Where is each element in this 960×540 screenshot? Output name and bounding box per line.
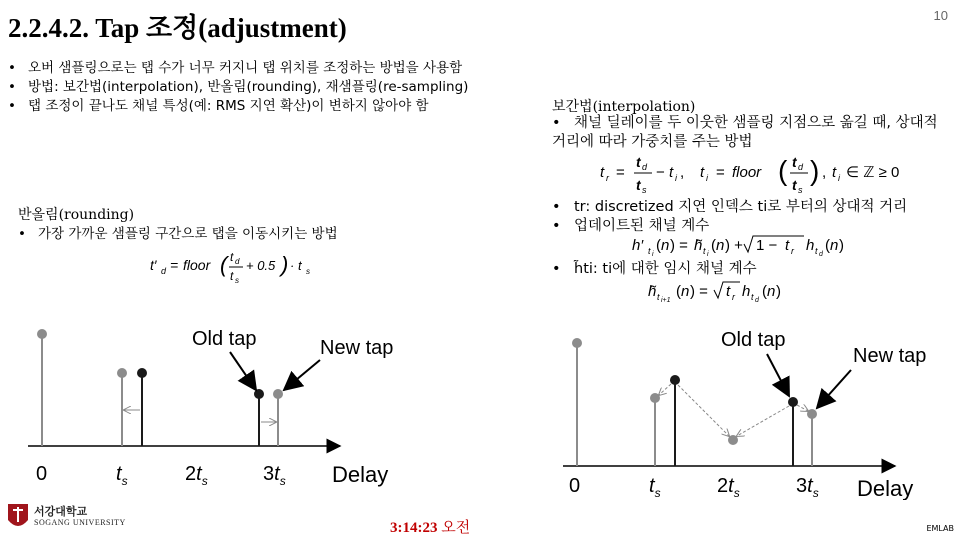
- svg-text:) =: ) =: [670, 237, 688, 254]
- interpolation-diagram: [555, 318, 955, 500]
- svg-text:(: (: [711, 237, 716, 254]
- interpolation-formula-3-svg: [648, 276, 838, 304]
- svg-text:=: =: [616, 164, 625, 181]
- svg-text:+ 0.5: + 0.5: [246, 258, 276, 273]
- svg-text:n: n: [767, 283, 776, 300]
- svg-text:t: t: [815, 246, 818, 256]
- interpolation-heading: 보간법(interpolation): [552, 99, 696, 115]
- tap-head-0: [572, 338, 582, 348]
- svg-text:i: i: [652, 251, 654, 258]
- tick-ts: $t_s$: [116, 463, 128, 488]
- svg-text:d: d: [161, 266, 167, 276]
- time-value: 3:14:23: [390, 520, 438, 536]
- svg-text:∈ ℤ ≥ 0: ∈ ℤ ≥ 0: [846, 164, 900, 181]
- svg-text:): ): [281, 252, 289, 277]
- interpolation-bullet-3-text: 업데이트된 채널 계수: [574, 218, 710, 234]
- svg-text:i: i: [707, 251, 709, 258]
- bullet-text: 방법: 보간법(interpolation), 반올림(rounding), 재샘플링(re-sampling): [28, 79, 469, 95]
- svg-text:t: t: [230, 250, 234, 264]
- svg-text:t: t: [700, 164, 705, 181]
- svg-text:h: h: [806, 237, 815, 254]
- interpolation-formula-2-svg: [632, 230, 872, 260]
- interpolation-bullet-4: • h̃ti: ti에 대한 임시 채널 계수: [552, 261, 757, 277]
- distribution-arrow: [678, 385, 729, 436]
- svg-text:t: t: [636, 154, 641, 170]
- new-tap-label: New tap: [853, 345, 927, 367]
- svg-text:h: h: [742, 283, 751, 300]
- svg-text:i+1: i+1: [661, 297, 671, 304]
- rounding-bullet: • 가장 가까운 샘플링 구간으로 탭을 이동시키는 방법: [18, 226, 338, 242]
- tick-2ts: $2t_s$: [185, 463, 208, 488]
- svg-text:n: n: [716, 237, 725, 254]
- rounding-formula-svg: [150, 246, 310, 286]
- slide-time: [390, 516, 470, 537]
- old-tap-arrow: [767, 354, 789, 396]
- svg-text:t: t: [792, 154, 797, 170]
- interp-tap-head-2: [728, 435, 738, 445]
- svg-text:(: (: [676, 283, 681, 300]
- svg-text:t: t: [600, 164, 605, 181]
- svg-text:t: t: [669, 164, 674, 181]
- distribution-arrow: [737, 406, 789, 436]
- svg-text:t: t: [703, 246, 706, 256]
- svg-text:t: t: [751, 292, 754, 302]
- svg-text:n: n: [661, 237, 670, 254]
- bullet-item: • 오버 샘플링으로는 탭 수가 너무 커지니 탭 위치를 조정하는 방법을 사용함: [8, 60, 463, 76]
- svg-text:): ): [810, 155, 820, 186]
- svg-text:1 −: 1 −: [756, 237, 778, 254]
- tick-3ts: $3t_s$: [263, 463, 286, 488]
- interpolation-formula-1-svg: [600, 150, 930, 196]
- svg-text:(: (: [762, 283, 767, 300]
- svg-text:d: d: [755, 297, 759, 304]
- tick-2ts: $2t_s$: [717, 475, 740, 500]
- svg-text:floor: floor: [732, 164, 762, 181]
- new-tap-label: New tap: [320, 337, 394, 359]
- svg-text:i: i: [838, 173, 840, 183]
- tick-0: 0: [36, 463, 48, 485]
- new-tap-arrow: [817, 370, 851, 408]
- interp-tap-head-1: [650, 393, 660, 403]
- svg-text:(: (: [778, 155, 788, 186]
- interpolation-bullet-2: • tr: discretized 지연 인덱스 ti로 부터의 상대적 거리: [552, 199, 908, 215]
- svg-text:s: s: [642, 185, 647, 195]
- old-tap-label: Old tap: [192, 328, 257, 350]
- distribution-arrow: [659, 384, 671, 395]
- svg-text:(: (: [656, 237, 661, 254]
- interpolation-bullet-1: • 채널 딜레이를 두 이웃한 샘플링 지점으로 옮길 때, 상대적 거리에 따라 가중치를 주는 방법: [552, 115, 938, 150]
- university-name-en: SOGANG UNIVERSITY: [34, 518, 126, 527]
- interp-tap-head-3: [807, 409, 817, 419]
- svg-text:i: i: [675, 173, 677, 183]
- svg-text:n: n: [681, 283, 690, 300]
- svg-text:): ): [839, 237, 844, 254]
- new-tap-head-1: [117, 368, 127, 378]
- svg-text:t: t: [230, 269, 234, 283]
- svg-text:d: d: [642, 162, 648, 172]
- svg-text:h̃: h̃: [694, 237, 703, 254]
- svg-text:r: r: [606, 173, 609, 183]
- bullet-text: 탭 조정이 끝나도 채널 특성(예: RMS 지연 확산)이 변하지 않아야 함: [28, 98, 429, 114]
- svg-text:−: −: [656, 164, 665, 181]
- new-tap-arrow: [284, 360, 320, 390]
- svg-text:=: =: [170, 257, 179, 273]
- interpolation-bullet-1-text: 채널 딜레이를 두 이웃한 샘플링 지점으로 옮길 때, 상대적 거리에 따라 가중치를 주는 방법: [552, 115, 938, 150]
- svg-text:r: r: [791, 246, 794, 256]
- page-number: 10: [933, 8, 948, 23]
- distribution-arrow: [797, 405, 808, 411]
- svg-text:): ): [776, 283, 781, 300]
- slide-title: 2.2.4.2. Tap 조정(adjustment): [8, 13, 347, 43]
- university-emblem-icon: [6, 502, 30, 532]
- svg-text:,: ,: [822, 164, 827, 181]
- bullet-item: • 탭 조정이 끝나도 채널 특성(예: RMS 지연 확산)이 변하지 않아야 함: [8, 98, 429, 114]
- svg-text:h̃: h̃: [648, 283, 657, 300]
- bullet-text: 오버 샘플링으로는 탭 수가 너무 커지니 탭 위치를 조정하는 방법을 사용함: [28, 60, 463, 76]
- svg-text:floor: floor: [183, 257, 211, 273]
- svg-text:) +: ) +: [725, 237, 743, 254]
- svg-text:(: (: [220, 252, 228, 277]
- lab-name: EMLAB: [926, 524, 954, 533]
- old-tap-arrow: [230, 352, 256, 390]
- svg-text:r: r: [732, 292, 735, 302]
- rounding-bullet-text: 가장 가까운 샘플링 구간으로 탭을 이동시키는 방법: [38, 226, 338, 242]
- bullet-item: • 방법: 보간법(interpolation), 반올림(rounding), 재샘플링(re-sampling): [8, 79, 469, 95]
- svg-text:(: (: [825, 237, 830, 254]
- interpolation-bullet-4-text: h̃ti: ti에 대한 임시 채널 계수: [574, 261, 757, 277]
- tick-ts: $t_s$: [649, 475, 661, 500]
- svg-text:t: t: [832, 164, 837, 181]
- interpolation-bullet-2-text: tr: discretized 지연 인덱스 ti로 부터의 상대적 거리: [574, 199, 908, 215]
- svg-text:d: d: [798, 162, 804, 172]
- rounding-heading: 반올림(rounding): [18, 207, 135, 223]
- svg-text:d: d: [819, 251, 823, 258]
- university-name-ko: 서강대학교: [34, 505, 88, 518]
- svg-text:s: s: [798, 185, 803, 195]
- new-tap-head-2: [273, 389, 283, 399]
- svg-text:t′: t′: [150, 257, 157, 273]
- rounding-diagram: [20, 318, 420, 498]
- rounding-formula: [150, 246, 310, 286]
- svg-text:t: t: [648, 246, 651, 256]
- delay-axis-label: Delay: [332, 462, 389, 487]
- old-tap-head-2: [254, 389, 264, 399]
- tick-3ts: $3t_s$: [796, 475, 819, 500]
- svg-text:n: n: [830, 237, 839, 254]
- old-tap-head-1: [137, 368, 147, 378]
- svg-text:d: d: [235, 257, 240, 266]
- delay-axis-label: Delay: [857, 476, 914, 500]
- svg-text:,: ,: [680, 164, 685, 181]
- old-tap-head-2: [788, 397, 798, 407]
- svg-text:t: t: [785, 237, 790, 254]
- interpolation-bullet-3: • 업데이트된 채널 계수: [552, 218, 710, 234]
- time-ampm: 오전: [441, 518, 471, 536]
- tick-0: 0: [569, 475, 581, 497]
- interpolation-formula-1: [600, 150, 930, 200]
- svg-text:s: s: [235, 276, 239, 285]
- svg-text:t: t: [636, 177, 641, 193]
- svg-text:t: t: [726, 283, 731, 300]
- old-tap-label: Old tap: [721, 329, 786, 351]
- svg-text:t: t: [657, 292, 660, 302]
- old-tap-head-1: [670, 375, 680, 385]
- svg-text:i: i: [706, 173, 708, 183]
- interpolation-formula-3: [648, 276, 838, 308]
- svg-text:t: t: [792, 177, 797, 193]
- svg-text:=: =: [716, 164, 725, 181]
- svg-text:h′: h′: [632, 237, 644, 254]
- svg-text:s: s: [306, 267, 310, 276]
- tap-head-0: [37, 329, 47, 339]
- university-logo: [6, 502, 126, 532]
- svg-text:· t: · t: [290, 258, 302, 273]
- svg-text:) =: ) =: [690, 283, 708, 300]
